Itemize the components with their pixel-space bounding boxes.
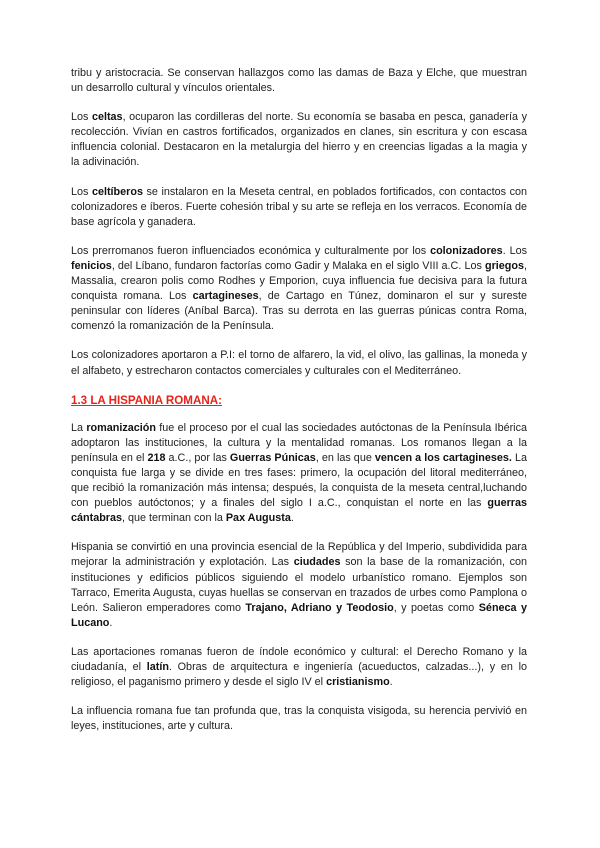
bold-term: cristianismo — [326, 676, 390, 689]
bold-term: ciudades — [293, 556, 341, 569]
body-after-section — [71, 421, 527, 735]
paragraph — [71, 348, 527, 378]
bold-term: celtíberos — [91, 185, 143, 198]
bold-term: romanización — [86, 421, 156, 434]
text-run: , ocuparon las cordilleras del norte. Su economía se basaba en pesca, ganadería y recolección. Vivían en castros fortificados, organizados en clanes, sin escritura y con escasa influencia colonial. Destacaron en la metalurgia del hierro y en creencias ligadas a la magia y la adivinación. — [71, 111, 527, 169]
text-run: Los prerromanos fueron influenciados económica y culturalmente por los — [71, 244, 431, 257]
text-run: Las aportaciones romanas fueron de índole económico y cultural: el Derecho Romano y la ciudadanía, el — [71, 645, 527, 673]
bold-term: 218 — [147, 451, 166, 464]
bold-term: Trajano, Adriano y Teodosio — [245, 601, 394, 614]
paragraph — [71, 421, 527, 527]
text-run: , de Cartago en Túnez, dominaron el sur y sureste peninsular con líderes (Aníbal Barca). Tras su derrota en las guerras púnicas contra Roma, comenzó la romanización de la Península. — [71, 290, 528, 333]
section-title: 1.3 LA HISPANIA ROMANA: — [71, 393, 222, 407]
bold-term: fenicios — [71, 259, 112, 272]
bold-term: Guerras Púnicas — [229, 451, 316, 464]
bold-term: cartagineses — [192, 290, 259, 303]
text-run: a.C., por las — [165, 451, 230, 464]
text-run: . — [109, 616, 113, 629]
text-run: , que terminan con la — [122, 512, 226, 525]
paragraph — [71, 185, 527, 230]
bold-term: celtas — [91, 111, 123, 124]
paragraph — [71, 66, 527, 96]
bold-term: Pax Augusta — [225, 512, 291, 525]
text-run: La — [71, 421, 87, 434]
document-page — [71, 66, 527, 748]
body-before-section — [71, 66, 527, 379]
text-run: Los — [71, 185, 92, 198]
bold-term: vencen a los cartagineses. — [374, 451, 512, 464]
bold-term: latín — [146, 661, 169, 673]
text-run: , Massalia, crearon polis como Rodhes y Emporion, cuya influencia fue decisiva para la futura conquista romana. Los — [71, 259, 527, 303]
text-run: son la base de la romanización, con instituciones y edificios públicos siguiendo el modelo urbanístico romano. Ejemplos son Tarraco, Emerita Augusta, cuyas huellas se conservan en trazados de urbes como Pamplona o León. Salieron emperadores como — [71, 556, 527, 614]
text-run: . Los — [502, 244, 527, 257]
text-run: Hispania se convirtió en una provincia esencial de la República y del Imperio, subdividida para mejorar la administración y explotación. Las — [71, 541, 527, 569]
text-run: . — [389, 676, 393, 689]
text-run: La conquista fue larga y se divide en tres fases: primero, la ocupación del litoral mediterráneo, que recibió la romanización más intensa; después, la conquista de la meseta central,luchando con pueblos autóctonos; y a finales del siglo I a.C., conquistan el norte en las — [71, 451, 527, 510]
paragraph — [71, 110, 527, 170]
bold-term: guerras cántabras — [71, 497, 527, 525]
text-run: La influencia romana fue tan profunda que, tras la conquista visigoda, su herencia pervivió en leyes, instituciones, arte y cultura. — [71, 705, 527, 733]
paragraph — [71, 540, 527, 631]
text-run: se instalaron en la Meseta central, en poblados fortificados, con contactos con colonizadores e íberos. Fuerte cohesión tribal y su arte se refleja en los verracos. Economía de base agrícola y ganadera. — [71, 185, 527, 228]
text-run: , del Líbano, fundaron factorías como Gadir y Malaka en el siglo VIII a.C. Los — [111, 259, 485, 272]
text-run: Los colonizadores aportaron a P.I: el torno de alfarero, la vid, el olivo, las gallinas, la moneda y el alfabeto, y estrecharon contactos comerciales y culturales con el Mediterráneo. — [71, 349, 527, 377]
bold-term: griegos — [485, 259, 524, 272]
paragraph — [71, 244, 527, 335]
text-run: , en las que — [315, 451, 375, 464]
bold-term: Séneca y Lucano — [71, 601, 527, 629]
paragraph — [71, 704, 527, 734]
text-run: tribu y aristocracia. Se conservan hallazgos como las damas de Baza y Elche, que muestran un desarrollo cultural y vínculos orientales. — [71, 67, 527, 95]
bold-term: colonizadores — [430, 244, 503, 257]
text-run: , y poetas como — [393, 601, 479, 614]
text-run: Los — [71, 111, 92, 124]
text-run: . — [290, 512, 294, 525]
text-run: . Obras de arquitectura e ingeniería (acueductos, calzadas...), y en lo religioso, el paganismo primero y desde el siglo IV el — [71, 661, 528, 689]
paragraph — [71, 645, 527, 690]
text-run: fue el proceso por el cual las sociedades autóctonas de la Península Ibérica adoptaron las instituciones, la cultura y la mentalidad romanas. Los romanos llegan a la península en el — [71, 421, 527, 464]
